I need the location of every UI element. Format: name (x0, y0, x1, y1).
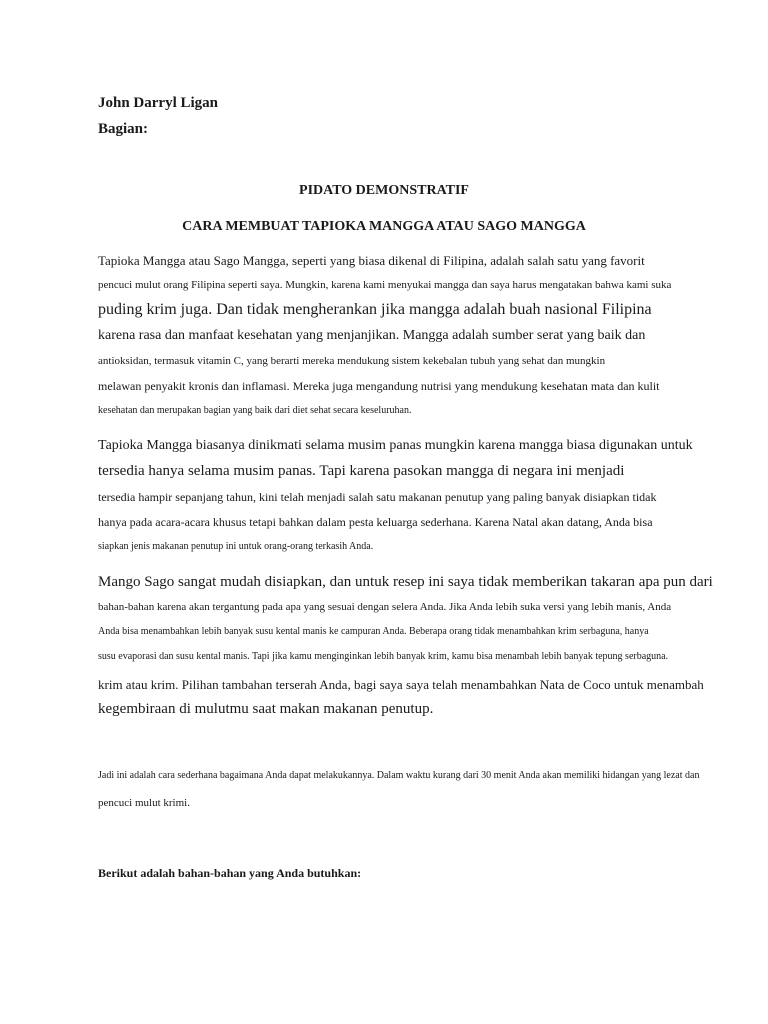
paragraph-1-line-6: melawan penyakit kronis dan inflamasi. Mereka juga mengandung nutrisi yang mendukung kesehatan mata dan kulit (98, 379, 660, 393)
paragraph-1-line-3: puding krim juga. Dan tidak mengherankan jika mangga adalah buah nasional Filipina (98, 301, 652, 318)
paragraph-3-line-1: Mango Sago sangat mudah disiapkan, dan untuk resep ini saya tidak memberikan takaran apa pun dari (98, 574, 713, 590)
paragraph-1-line-4: karena rasa dan manfaat kesehatan yang menjanjikan. Mangga adalah sumber serat yang baik dan (98, 328, 646, 343)
paragraph-2-line-1: Tapioka Mangga biasanya dinikmati selama musim panas mungkin karena mangga biasa digunakan untuk (98, 438, 693, 453)
paragraph-1-line-2: pencuci mulut orang Filipina seperti saya. Mungkin, karena kami menyukai mangga dan saya harus mengatakan bahwa kami suka (98, 279, 672, 291)
page-title: PIDATO DEMONSTRATIF (299, 183, 469, 198)
paragraph-4-line-2: pencuci mulut krimi. (98, 797, 190, 809)
paragraph-2-line-5: siapkan jenis makanan penutup ini untuk orang-orang terkasih Anda. (98, 541, 374, 552)
paragraph-2-line-2: tersedia hanya selama musim panas. Tapi karena pasokan mangga di negara ini menjadi (98, 463, 625, 479)
paragraph-4-line-1: Jadi ini adalah cara sederhana bagaimana Anda dapat melakukannya. Dalam waktu kurang dari 30 menit Anda akan memiliki hidangan yang lezat dan (98, 770, 700, 781)
paragraph-1-line-7: kesehatan dan merupakan bagian yang baik dari diet sehat secara keseluruhan. (98, 405, 412, 416)
paragraph-3-line-3: Anda bisa menambahkan lebih banyak susu kental manis ke campuran Anda. Beberapa orang tidak menambahkan krim serbaguna, hanya (98, 626, 649, 637)
paragraph-3-line-2: bahan-bahan karena akan tergantung pada apa yang sesuai dengan selera Anda. Jika Anda lebih suka versi yang lebih manis, Anda (98, 601, 672, 613)
paragraph-1-line-1: Tapioka Mangga atau Sago Mangga, seperti yang biasa dikenal di Filipina, adalah salah satu yang favorit (98, 253, 645, 268)
paragraph-3-line-6: kegembiraan di mulutmu saat makan makanan penutup. (98, 701, 434, 717)
author-name: John Darryl Ligan (98, 95, 219, 111)
page-subtitle: CARA MEMBUAT TAPIOKA MANGGA ATAU SAGO MANGGA (182, 219, 586, 234)
paragraph-3-line-5: krim atau krim. Pilihan tambahan terserah Anda, bagi saya saya telah menambahkan Nata de Coco untuk menambah (98, 677, 704, 692)
paragraph-3-line-4: susu evaporasi dan susu kental manis. Tapi jika kamu menginginkan lebih banyak krim, kamu bisa menambah lebih banyak tepung serbaguna. (98, 651, 669, 662)
ingredients-heading: Berikut adalah bahan-bahan yang Anda butuhkan: (98, 866, 362, 880)
paragraph-2-line-4: hanya pada acara-acara khusus tetapi bahkan dalam pesta keluarga sederhana. Karena Natal akan datang, Anda bisa (98, 515, 653, 529)
section-label: Bagian: (98, 121, 149, 137)
paragraph-1-line-5: antioksidan, termasuk vitamin C, yang berarti mereka mendukung sistem kekebalan tubuh yang sehat dan mungkin (98, 355, 606, 367)
paragraph-2-line-3: tersedia hampir sepanjang tahun, kini telah menjadi salah satu makanan penutup yang paling banyak disiapkan tidak (98, 490, 657, 504)
